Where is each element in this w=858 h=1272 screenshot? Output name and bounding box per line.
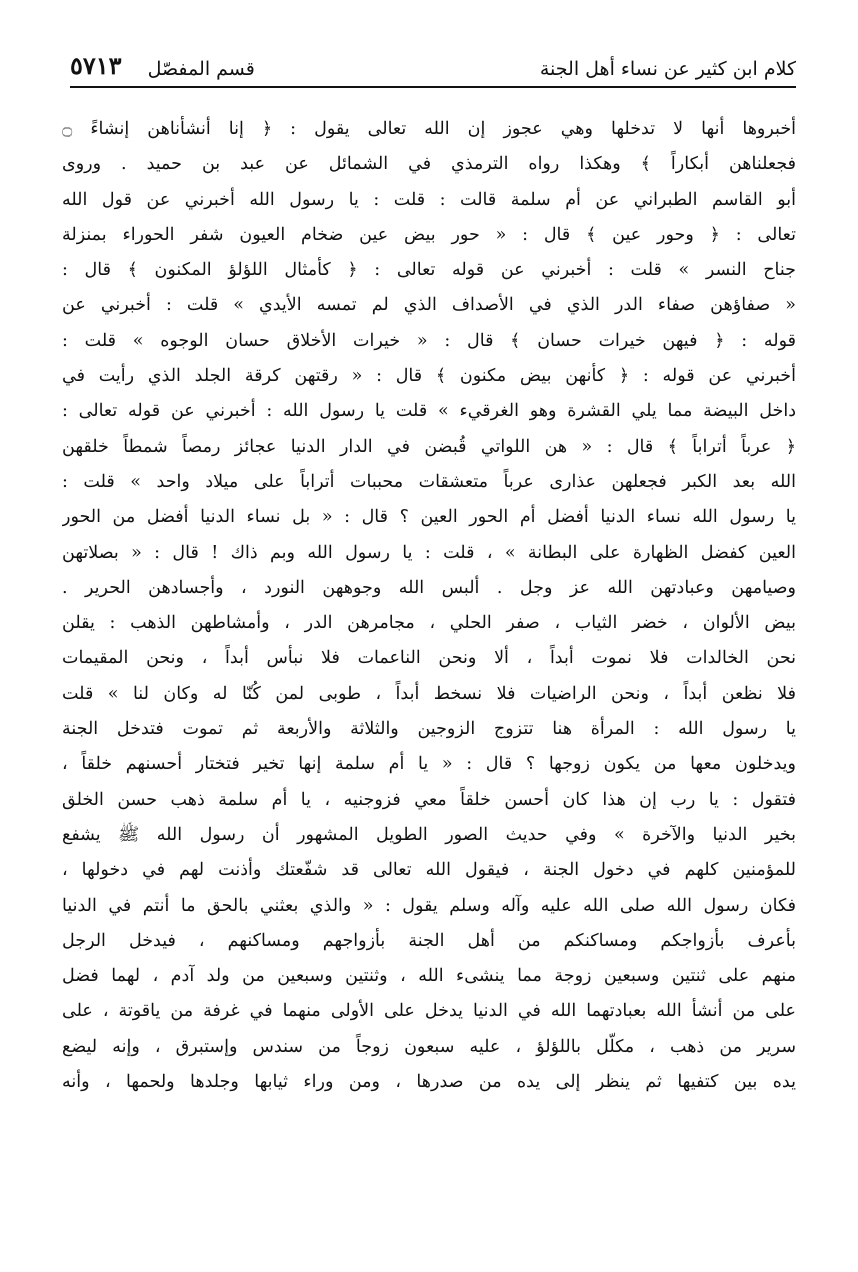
text-line: ويدخلون معها من يكون زوجها ؟ قال : « يا أم سلمة إنها تخير فتختار أحسنهم خلقاً ، [62,754,796,775]
text-line: أخبرني عن قوله : ﴿ كأنهن بيض مكنون ﴾ قال : « رقتهن كرقة الجلد الذي رأيت في [62,366,796,387]
running-title: كلام ابن كثير عن نساء أهل الجنة [539,58,796,80]
text-line: فتقول : يا رب إن هذا كان أحسن خلقاً معي فزوجنيه ، يا أم سلمة ذهب حسن الخلق [62,789,796,810]
text-line: بأعرف بأزواجكم ومساكنكم من أهل الجنة بأزواجهم ومساكنهم ، فيدخل الرجل [62,930,796,951]
text-line: للمؤمنين كلهم في دخول الجنة ، فيقول الله تعالى قد شفّعتك وأذنت لهم في دخولها ، [62,860,796,881]
text-line: منهم على ثنتين وسبعين زوجة مما ينشىء الله ، وثنتين وسبعين من ولد آدم ، لهما فضل [62,966,796,987]
text-line: نحن الخالدات فلا نموت أبداً ، ألا ونحن الناعمات فلا نبأس أبداً ، ونحن المقيمات [62,648,796,669]
text-line: « صفاؤهن صفاء الدر الذي في الأصداف الذي لم تمسه الأيدي » قلت : أخبرني عن [62,295,796,316]
text-line: بخير الدنيا والآخرة » وفي حديث الصور الطويل المشهور أن رسول الله ﷺ يشفع [62,824,796,845]
section-name: قسم المفصّل [147,58,255,80]
text-line: سرير من ذهب ، مكلّل باللؤلؤ ، عليه سبعون زوجاً من سندس وإستبرق ، وإنه ليضع [62,1036,796,1057]
text-line: يده بين كتفيها ثم ينظر إلى يده من صدرها ، ومن وراء ثيابها وجلدها ولحمها ، وأنه [62,1072,796,1093]
body-text [62,112,796,1242]
text-line: بيض الألوان ، خضر الثياب ، صفر الحلي ، مجامرهن الدر ، وأمشاطهن الذهب : يقلن [62,613,796,634]
text-line: فكان رسول الله صلى الله عليه وآله وسلم يقول : « والذي بعثني بالحق ما أنتم في الدنيا [62,895,796,916]
text-line: تعالى : ﴿ وحور عين ﴾ قال : « حور بيض عين ضخام العيون شفر الحوراء بمنزلة [62,224,796,245]
text-line: فلا نظعن أبداً ، ونحن الراضيات فلا نسخط أبداً ، طوبى لمن كُنّا له وكان لنا » قلت [62,683,796,704]
text-line: أخبروها أنها لا تدخلها وهي عجوز إن الله تعالى يقول : ﴿ إنا أنشأناهن إنشاءً ۝ [62,119,796,139]
text-line: يا رسول الله : المرأة هنا تتزوج الزوجين والثلاثة والأربعة ثم تموت فتدخل الجنة [62,719,796,740]
text-line: العين كفضل الظهارة على البطانة » ، قلت : يا رسول الله وبم ذاك ! قال : « بصلاتهن [62,542,796,563]
text-line: داخل البيضة مما يلي القشرة وهو الغرقيء » قلت يا رسول الله : أخبرني عن قوله تعالى : [62,401,796,422]
text-line: فجعلناهن أبكاراً ﴾ وهكذا رواه الترمذي في الشمائل عن عبد بن حميد . وروى [62,154,796,175]
text-line: يا رسول الله نساء الدنيا أفضل أم الحور العين ؟ قال : « بل نساء الدنيا أفضل من الحور [62,507,796,528]
text-line: جناح النسر » قلت : أخبرني عن قوله تعالى : ﴿ كأمثال اللؤلؤ المكنون ﴾ قال : [62,260,796,281]
page-number: ٥٧١٣ [70,51,122,80]
page-header [70,40,796,88]
text-line: أبو القاسم الطبراني عن أم سلمة قالت : قلت : يا رسول الله أخبرني عن قول الله [62,189,796,210]
text-line: الله بعد الكبر فجعلهن عذارى عرباً متعشقات محببات أتراباً على ميلاد واحد » قلت : [62,471,796,492]
text-line: على من أنشأ الله بعبادتهما الله في الدنيا يدخل على الأولى منهما في غرفة من ياقوتة ، على [62,1001,796,1022]
header-left-group [70,51,255,86]
text-line: ﴿ عرباً أتراباً ﴾ قال : « هن اللواتي قُبضن في الدار الدنيا عجائز رمصاً شمطاً خلقهن [62,436,796,457]
text-line: وصيامهن وعبادتهن الله عز وجل . ألبس الله وجوههن النورد ، وأجسادهن الحرير . [62,577,796,598]
text-line: قوله : ﴿ فيهن خيرات حسان ﴾ قال : « خيرات الأخلاق حسان الوجوه » قلت : [62,330,796,351]
